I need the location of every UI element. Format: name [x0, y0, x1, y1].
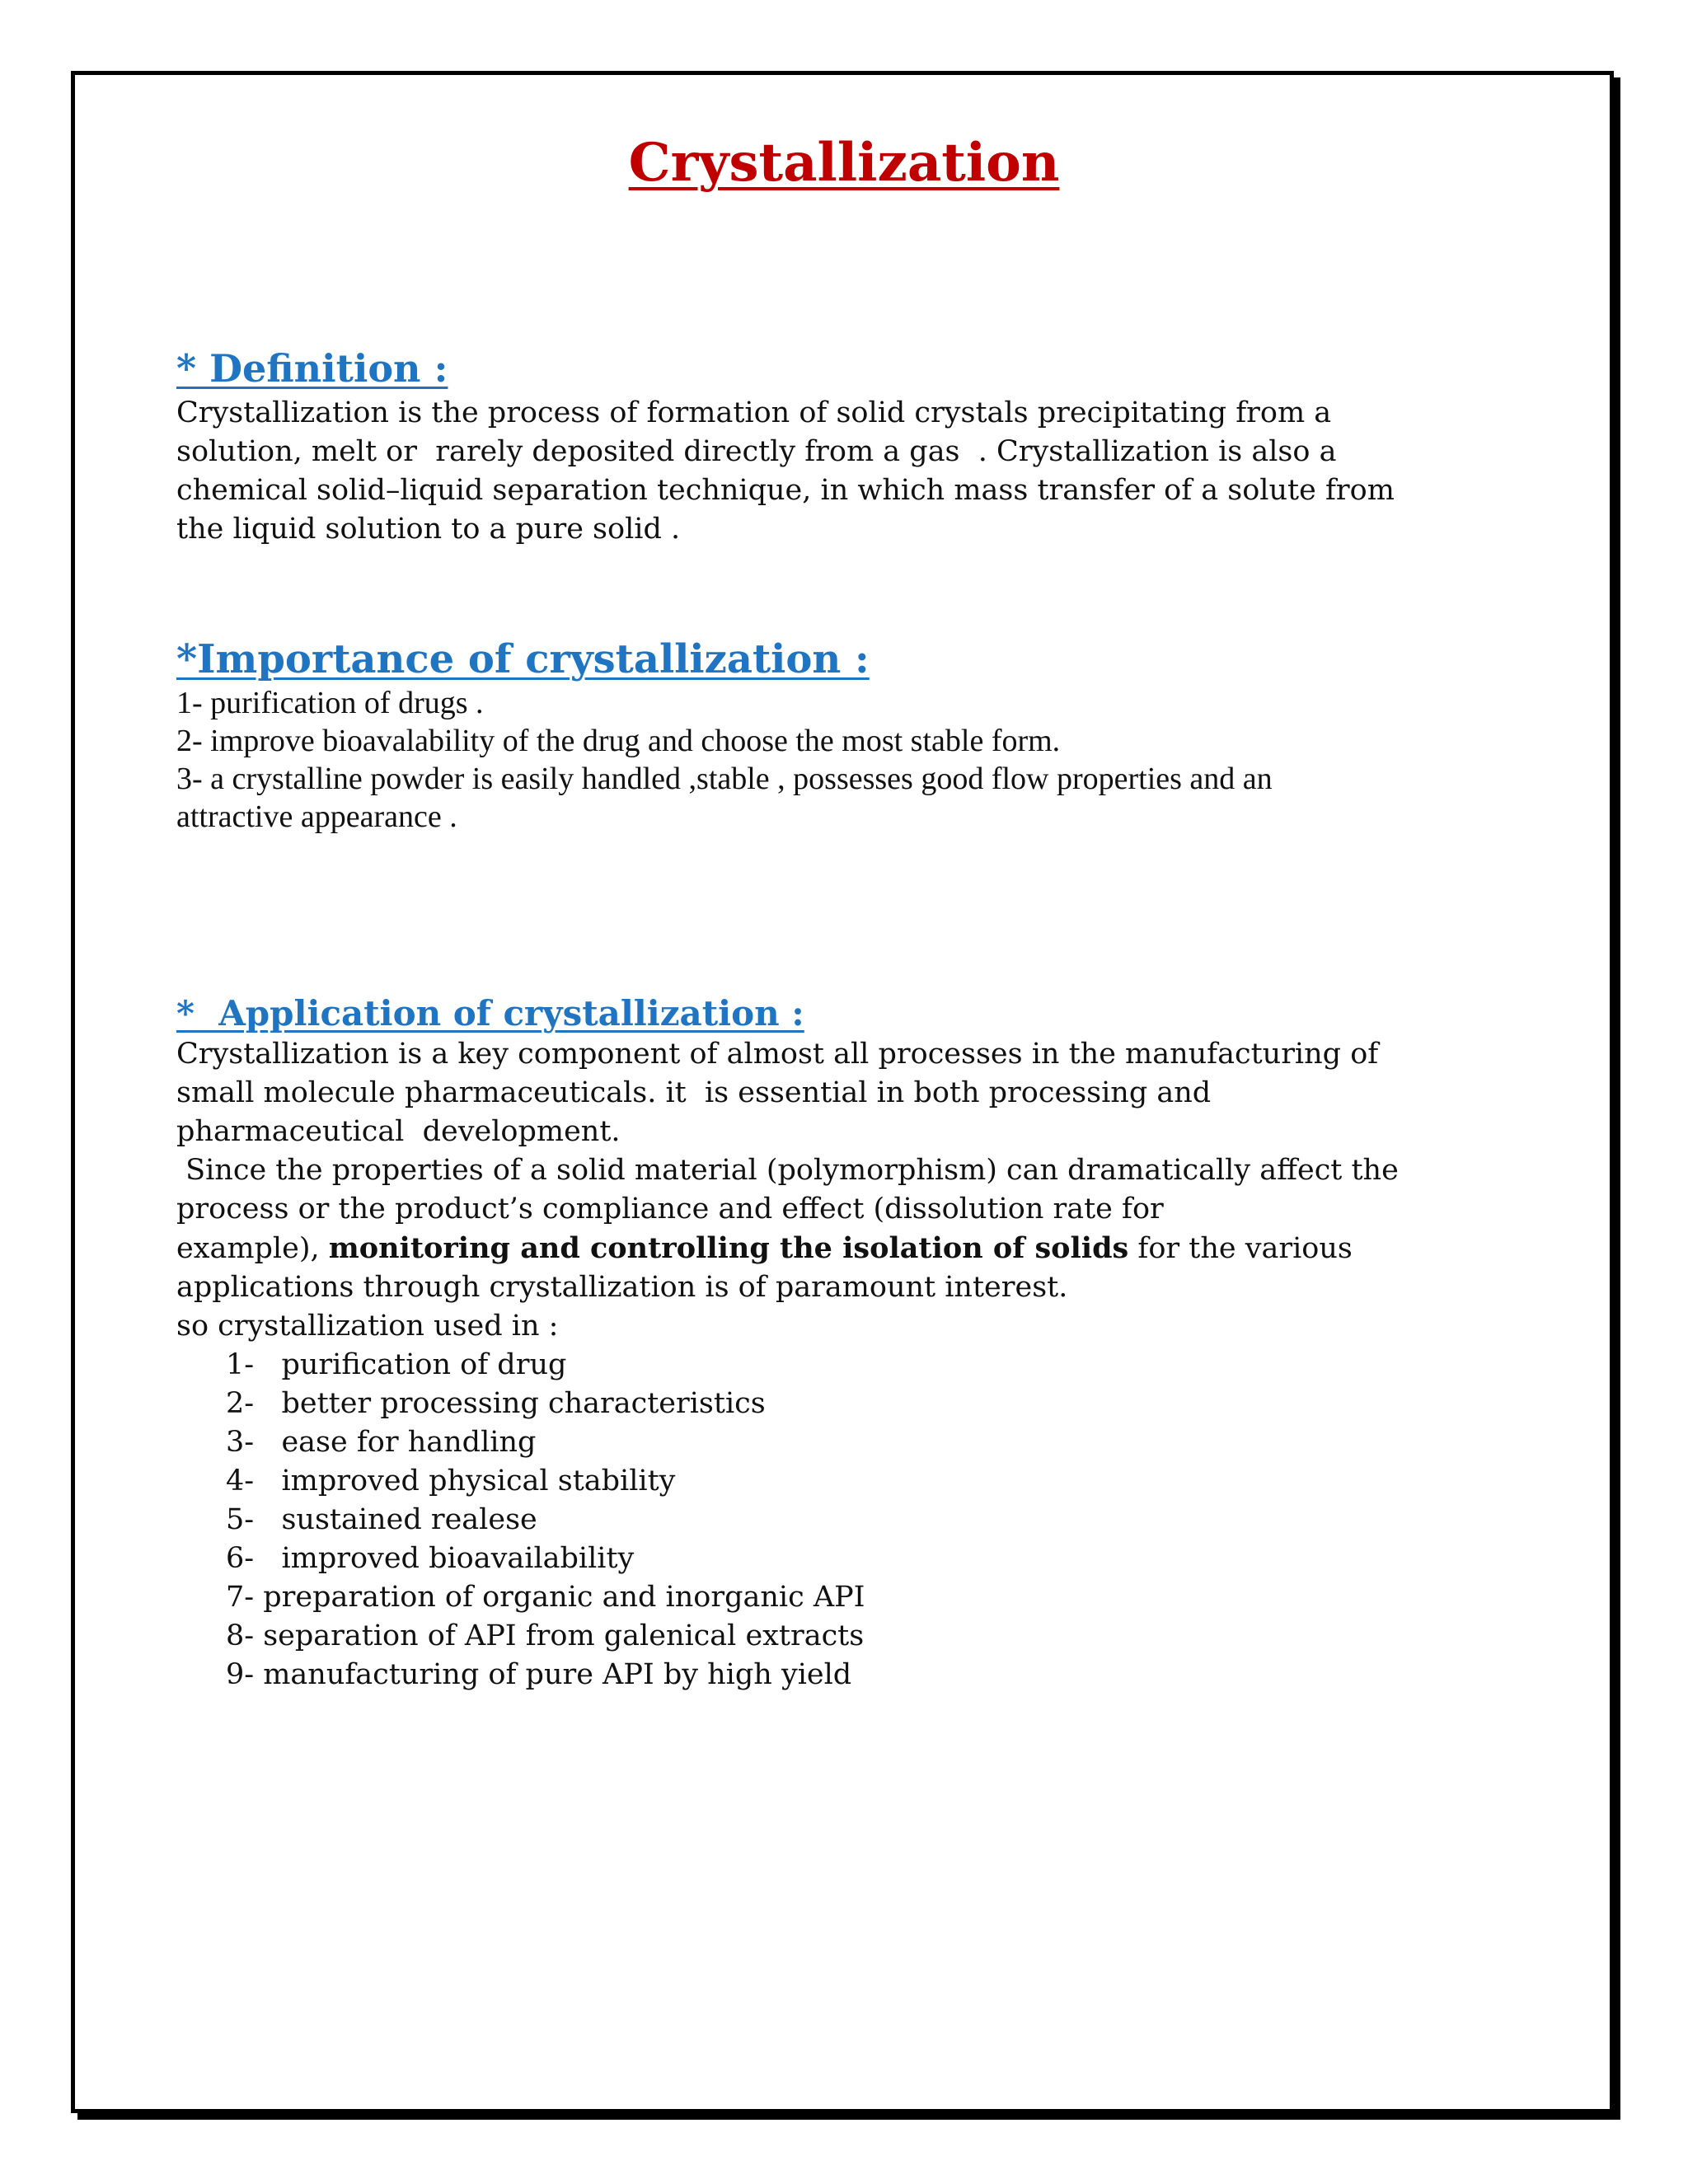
- use-list-item: 7- preparation of organic and inorganic API: [226, 1581, 865, 1614]
- importance-list: [176, 684, 1462, 836]
- use-list-item: 1- purification of drug: [226, 1348, 567, 1381]
- application-example-line: [176, 1229, 1462, 1268]
- use-list-item: 9- manufacturing of pure API by high yield: [226, 1658, 852, 1691]
- example-suffix: for the various: [1128, 1232, 1353, 1265]
- application-line: Since the properties of a solid material (polymorphism) can dramatically affect the: [176, 1154, 1399, 1187]
- use-list-item: 6- improved bioavailability: [226, 1542, 635, 1575]
- application-line: small molecule pharmaceuticals. it is essential in both processing and: [176, 1076, 1212, 1109]
- page-title: Crystallization: [628, 132, 1060, 194]
- importance-section: [176, 636, 1462, 836]
- example-bold-phrase: monitoring and controlling the isolation of solids: [328, 1231, 1129, 1265]
- application-line: so crystallization used in :: [176, 1310, 559, 1343]
- definition-line: Crystallization is the process of formation of solid crystals precipitating from a: [176, 396, 1332, 429]
- importance-item: 3- a crystalline powder is easily handled ,stable , possesses good flow properties and an: [176, 762, 1273, 796]
- definition-line: the liquid solution to a pure solid .: [176, 513, 681, 546]
- application-line: Crystallization is a key component of almost all processes in the manufacturing of: [176, 1038, 1379, 1071]
- application-line: applications through crystallization is of paramount interest.: [176, 1271, 1068, 1304]
- application-line: process or the product’s compliance and effect (dissolution rate for: [176, 1193, 1164, 1226]
- application-heading: * Application of crystallization :: [176, 993, 804, 1033]
- application-paragraph: [176, 1035, 1462, 1694]
- importance-heading: *Importance of crystallization :: [176, 636, 870, 682]
- use-list-item: 4- improved physical stability: [226, 1465, 676, 1497]
- definition-line: solution, melt or rarely deposited directly from a gas . Crystallization is also a: [176, 435, 1337, 468]
- example-prefix: example),: [176, 1232, 329, 1265]
- importance-item: 1- purification of drugs .: [176, 686, 484, 720]
- importance-item: 2- improve bioavalability of the drug and choose the most stable form.: [176, 724, 1061, 758]
- use-list-item: 8- separation of API from galenical extracts: [226, 1619, 865, 1652]
- importance-item: attractive appearance .: [176, 799, 457, 834]
- use-list-item: 3- ease for handling: [226, 1426, 537, 1459]
- application-line: pharmaceutical development.: [176, 1115, 621, 1148]
- use-list-item: 2- better processing characteristics: [226, 1387, 766, 1420]
- use-list-item: 5- sustained realese: [226, 1503, 537, 1536]
- definition-section: [176, 346, 1462, 549]
- definition-heading: * Definition :: [176, 346, 448, 391]
- application-section: [176, 993, 1462, 1694]
- definition-line: chemical solid–liquid separation technique, in which mass transfer of a solute from: [176, 474, 1395, 507]
- definition-paragraph: [176, 394, 1462, 549]
